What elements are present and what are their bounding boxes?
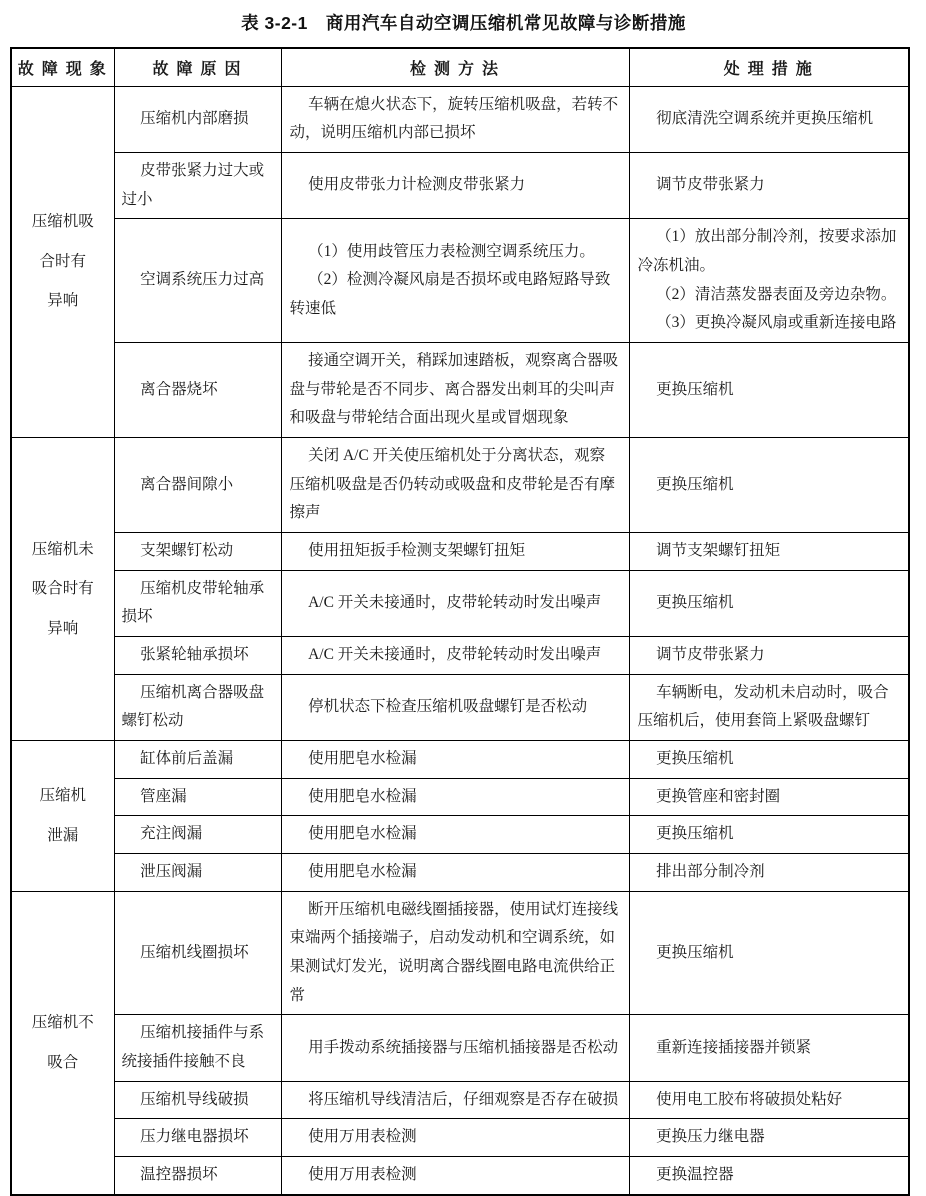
- table-row: [11, 891, 909, 1015]
- cell-paragraph: （1）使用歧管压力表检测空调系统压力。: [308, 242, 595, 260]
- method-cell: [281, 532, 629, 570]
- treatment-cell: [629, 86, 909, 152]
- method-cell: [281, 219, 629, 343]
- cell-paragraph: 空调系统压力过高: [140, 271, 265, 289]
- cell-paragraph: 更换压缩机: [656, 749, 734, 767]
- cell-paragraph: 温控器损坏: [140, 1166, 218, 1183]
- cause-cell: [114, 1157, 281, 1195]
- cell-paragraph: 离合器间隙小: [140, 475, 234, 493]
- cell-paragraph: （1）放出部分制冷剂，按要求添加冷冻机油。: [637, 228, 897, 274]
- table-row: [11, 853, 909, 891]
- phenomenon-line: 异响: [47, 619, 79, 637]
- treatment-cell: [629, 778, 909, 816]
- cell-paragraph: 调节皮带张紧力: [656, 645, 765, 663]
- table-row: [11, 1081, 909, 1119]
- table-row: [11, 219, 909, 343]
- cell-paragraph: 使用扭矩扳手检测支架螺钉扭矩: [308, 541, 526, 559]
- cell-paragraph: 更换压缩机: [656, 593, 734, 611]
- cell-paragraph: 使用电工胶布将破损处粘好: [656, 1090, 843, 1108]
- cause-cell: [114, 532, 281, 570]
- cell-paragraph: 离合器烧坏: [140, 380, 218, 398]
- cause-cell: [114, 219, 281, 343]
- cell-paragraph: 车辆断电，发动机未启动时，吸合压缩机后，使用套筒上紧吸盘螺钉: [637, 683, 889, 730]
- cell-paragraph: 泄压阀漏: [140, 862, 203, 880]
- cell-paragraph: 管座漏: [140, 787, 187, 805]
- method-cell: [281, 1157, 629, 1195]
- method-cell: [281, 342, 629, 437]
- treatment-cell: [629, 1015, 909, 1081]
- cell-paragraph: 调节支架螺钉扭矩: [656, 541, 781, 559]
- cause-cell: [114, 891, 281, 1015]
- cause-cell: [114, 778, 281, 816]
- cell-paragraph: 充注阀漏: [140, 825, 203, 843]
- cell-paragraph: （3）更换冷凝风扇或重新连接电路: [656, 314, 897, 332]
- method-cell: [281, 86, 629, 152]
- table-title: 表 3-2-1 商用汽车自动空调压缩机常见故障与诊断措施: [241, 13, 686, 33]
- treatment-cell: [629, 636, 909, 674]
- method-cell: [281, 853, 629, 891]
- cell-paragraph: 使用肥皂水检漏: [308, 787, 417, 805]
- cause-cell: [114, 674, 281, 740]
- cell-paragraph: 使用万用表检测: [308, 1166, 417, 1183]
- cell-paragraph: A/C 开关未接通时，皮带轮转动时发出噪声: [308, 645, 602, 663]
- fault-diagnosis-table: [10, 47, 910, 1196]
- cause-cell: [114, 853, 281, 891]
- phenomenon-line: 吸合时有: [31, 580, 94, 598]
- phenomenon-cell: [11, 437, 114, 740]
- cell-paragraph: 压缩机接插件与系统接插件接触不良: [121, 1024, 265, 1070]
- table-row: [11, 1157, 909, 1195]
- cell-paragraph: 更换管座和密封圈: [656, 787, 781, 805]
- treatment-cell: [629, 1119, 909, 1157]
- cell-paragraph: 使用皮带张力计检测皮带张紧力: [308, 176, 526, 194]
- phenomenon-line: 合时有: [39, 252, 86, 270]
- table-row: [11, 740, 909, 778]
- cell-paragraph: 压缩机内部磨损: [140, 109, 249, 127]
- cell-paragraph: 压缩机离合器吸盘螺钉松动: [121, 683, 265, 730]
- treatment-cell: [629, 674, 909, 740]
- treatment-cell: [629, 816, 909, 854]
- cause-cell: [114, 740, 281, 778]
- phenomenon-line: 泄漏: [47, 826, 79, 844]
- method-cell: [281, 891, 629, 1015]
- header-row: [11, 48, 909, 86]
- cell-paragraph: 皮带张紧力过大或过小: [121, 161, 265, 208]
- treatment-cell: [629, 219, 909, 343]
- method-cell: [281, 1119, 629, 1157]
- cause-cell: [114, 342, 281, 437]
- phenomenon-line: 压缩机吸: [31, 213, 94, 231]
- col-header-detection-method: 检 测 方 法: [281, 48, 629, 86]
- treatment-cell: [629, 342, 909, 437]
- method-cell: [281, 1081, 629, 1119]
- method-cell: [281, 816, 629, 854]
- cell-paragraph: 更换压缩机: [656, 943, 734, 961]
- treatment-cell: [629, 891, 909, 1015]
- cause-cell: [114, 437, 281, 532]
- treatment-cell: [629, 853, 909, 891]
- cause-cell: [114, 1015, 281, 1081]
- cell-paragraph: 断开压缩机电磁线圈插接器，使用试灯连接线束端两个插接端子，启动发动机和空调系统，如果测试灯发光，说明离合器线圈电路电流供给正常: [289, 900, 619, 1004]
- table-row: [11, 1119, 909, 1157]
- cause-cell: [114, 1081, 281, 1119]
- table-row: [11, 570, 909, 636]
- cause-cell: [114, 570, 281, 636]
- treatment-cell: [629, 740, 909, 778]
- cell-paragraph: 排出部分制冷剂: [656, 862, 765, 880]
- table-row: [11, 1015, 909, 1081]
- cell-paragraph: 使用肥皂水检漏: [308, 749, 417, 767]
- cell-paragraph: 更换压缩机: [656, 380, 734, 398]
- phenomenon-line: 压缩机未: [31, 540, 94, 558]
- cell-paragraph: 使用肥皂水检漏: [308, 862, 417, 880]
- cell-paragraph: A/C 开关未接通时，皮带轮转动时发出噪声: [308, 593, 602, 611]
- method-cell: [281, 778, 629, 816]
- cell-paragraph: 重新连接插接器并锁紧: [656, 1038, 812, 1056]
- table-row: [11, 532, 909, 570]
- method-cell: [281, 636, 629, 674]
- cell-paragraph: 压缩机皮带轮轴承损坏: [121, 579, 265, 626]
- cell-paragraph: 缸体前后盖漏: [140, 749, 234, 767]
- cell-paragraph: 张紧轮轴承损坏: [140, 645, 249, 663]
- cell-paragraph: 更换压缩机: [656, 825, 734, 843]
- col-header-treatment-measure: 处 理 措 施: [629, 48, 909, 86]
- cause-cell: [114, 816, 281, 854]
- method-cell: [281, 152, 629, 218]
- table-row: [11, 816, 909, 854]
- treatment-cell: [629, 437, 909, 532]
- cell-paragraph: 压缩机导线破损: [140, 1090, 249, 1108]
- cause-cell: [114, 636, 281, 674]
- method-cell: [281, 437, 629, 532]
- table-header: [11, 48, 909, 86]
- cell-paragraph: 更换压力继电器: [656, 1128, 765, 1146]
- phenomenon-line: 异响: [47, 292, 79, 310]
- cell-paragraph: 压缩机线圈损坏: [140, 943, 249, 961]
- phenomenon-line: 压缩机不: [31, 1014, 94, 1032]
- cell-paragraph: （2）检测冷凝风扇是否损坏或电路短路导致转速低: [289, 271, 611, 317]
- table-row: [11, 778, 909, 816]
- phenomenon-cell: [11, 86, 114, 437]
- cell-paragraph: 支架螺钉松动: [140, 541, 234, 559]
- cell-paragraph: 调节皮带张紧力: [656, 176, 765, 194]
- phenomenon-line: 压缩机: [39, 787, 86, 805]
- method-cell: [281, 1015, 629, 1081]
- cell-paragraph: 接通空调开关，稍踩加速踏板，观察离合器吸盘与带轮是否不同步、离合器发出刺耳的尖叫声和吸盘与带轮结合面出现火星或冒烟现象: [289, 351, 619, 427]
- method-cell: [281, 740, 629, 778]
- col-header-fault-cause: 故 障 原 因: [114, 48, 281, 86]
- cause-cell: [114, 152, 281, 218]
- col-header-fault-phenomenon: 故 障 现 象: [11, 48, 114, 86]
- cell-paragraph: 更换压缩机: [656, 475, 734, 493]
- cell-paragraph: 压力继电器损坏: [140, 1128, 249, 1146]
- cell-paragraph: 关闭 A/C 开关使压缩机处于分离状态，观察压缩机吸盘是否仍转动或吸盘和皮带轮是否有摩擦声: [289, 446, 616, 522]
- cell-paragraph: 使用万用表检测: [308, 1128, 417, 1146]
- cause-cell: [114, 86, 281, 152]
- cell-paragraph: 车辆在熄火状态下，旋转压缩机吸盘，若转不动，说明压缩机内部已损坏: [289, 95, 619, 142]
- treatment-cell: [629, 152, 909, 218]
- table-row: [11, 437, 909, 532]
- treatment-cell: [629, 1157, 909, 1195]
- phenomenon-cell: [11, 891, 114, 1195]
- cell-paragraph: 停机状态下检查压缩机吸盘螺钉是否松动: [308, 697, 588, 715]
- table-row: [11, 86, 909, 152]
- phenomenon-cell: [11, 740, 114, 891]
- table-row: [11, 674, 909, 740]
- cell-paragraph: 用手拨动系统插接器与压缩机插接器是否松动: [308, 1038, 619, 1056]
- cell-paragraph: 将压缩机导线清洁后，仔细观察是否存在破损: [308, 1090, 619, 1108]
- cell-paragraph: （2）清洁蒸发器表面及旁边杂物。: [656, 285, 897, 303]
- cause-cell: [114, 1119, 281, 1157]
- cell-paragraph: 使用肥皂水检漏: [308, 825, 417, 843]
- cell-paragraph: 更换温控器: [656, 1166, 734, 1183]
- table-row: [11, 636, 909, 674]
- table-body: [11, 86, 909, 1195]
- table-row: [11, 152, 909, 218]
- treatment-cell: [629, 570, 909, 636]
- phenomenon-line: 吸合: [47, 1053, 79, 1071]
- method-cell: [281, 570, 629, 636]
- table-row: [11, 342, 909, 437]
- cell-paragraph: 彻底清洗空调系统并更换压缩机: [656, 109, 874, 127]
- method-cell: [281, 674, 629, 740]
- treatment-cell: [629, 1081, 909, 1119]
- treatment-cell: [629, 532, 909, 570]
